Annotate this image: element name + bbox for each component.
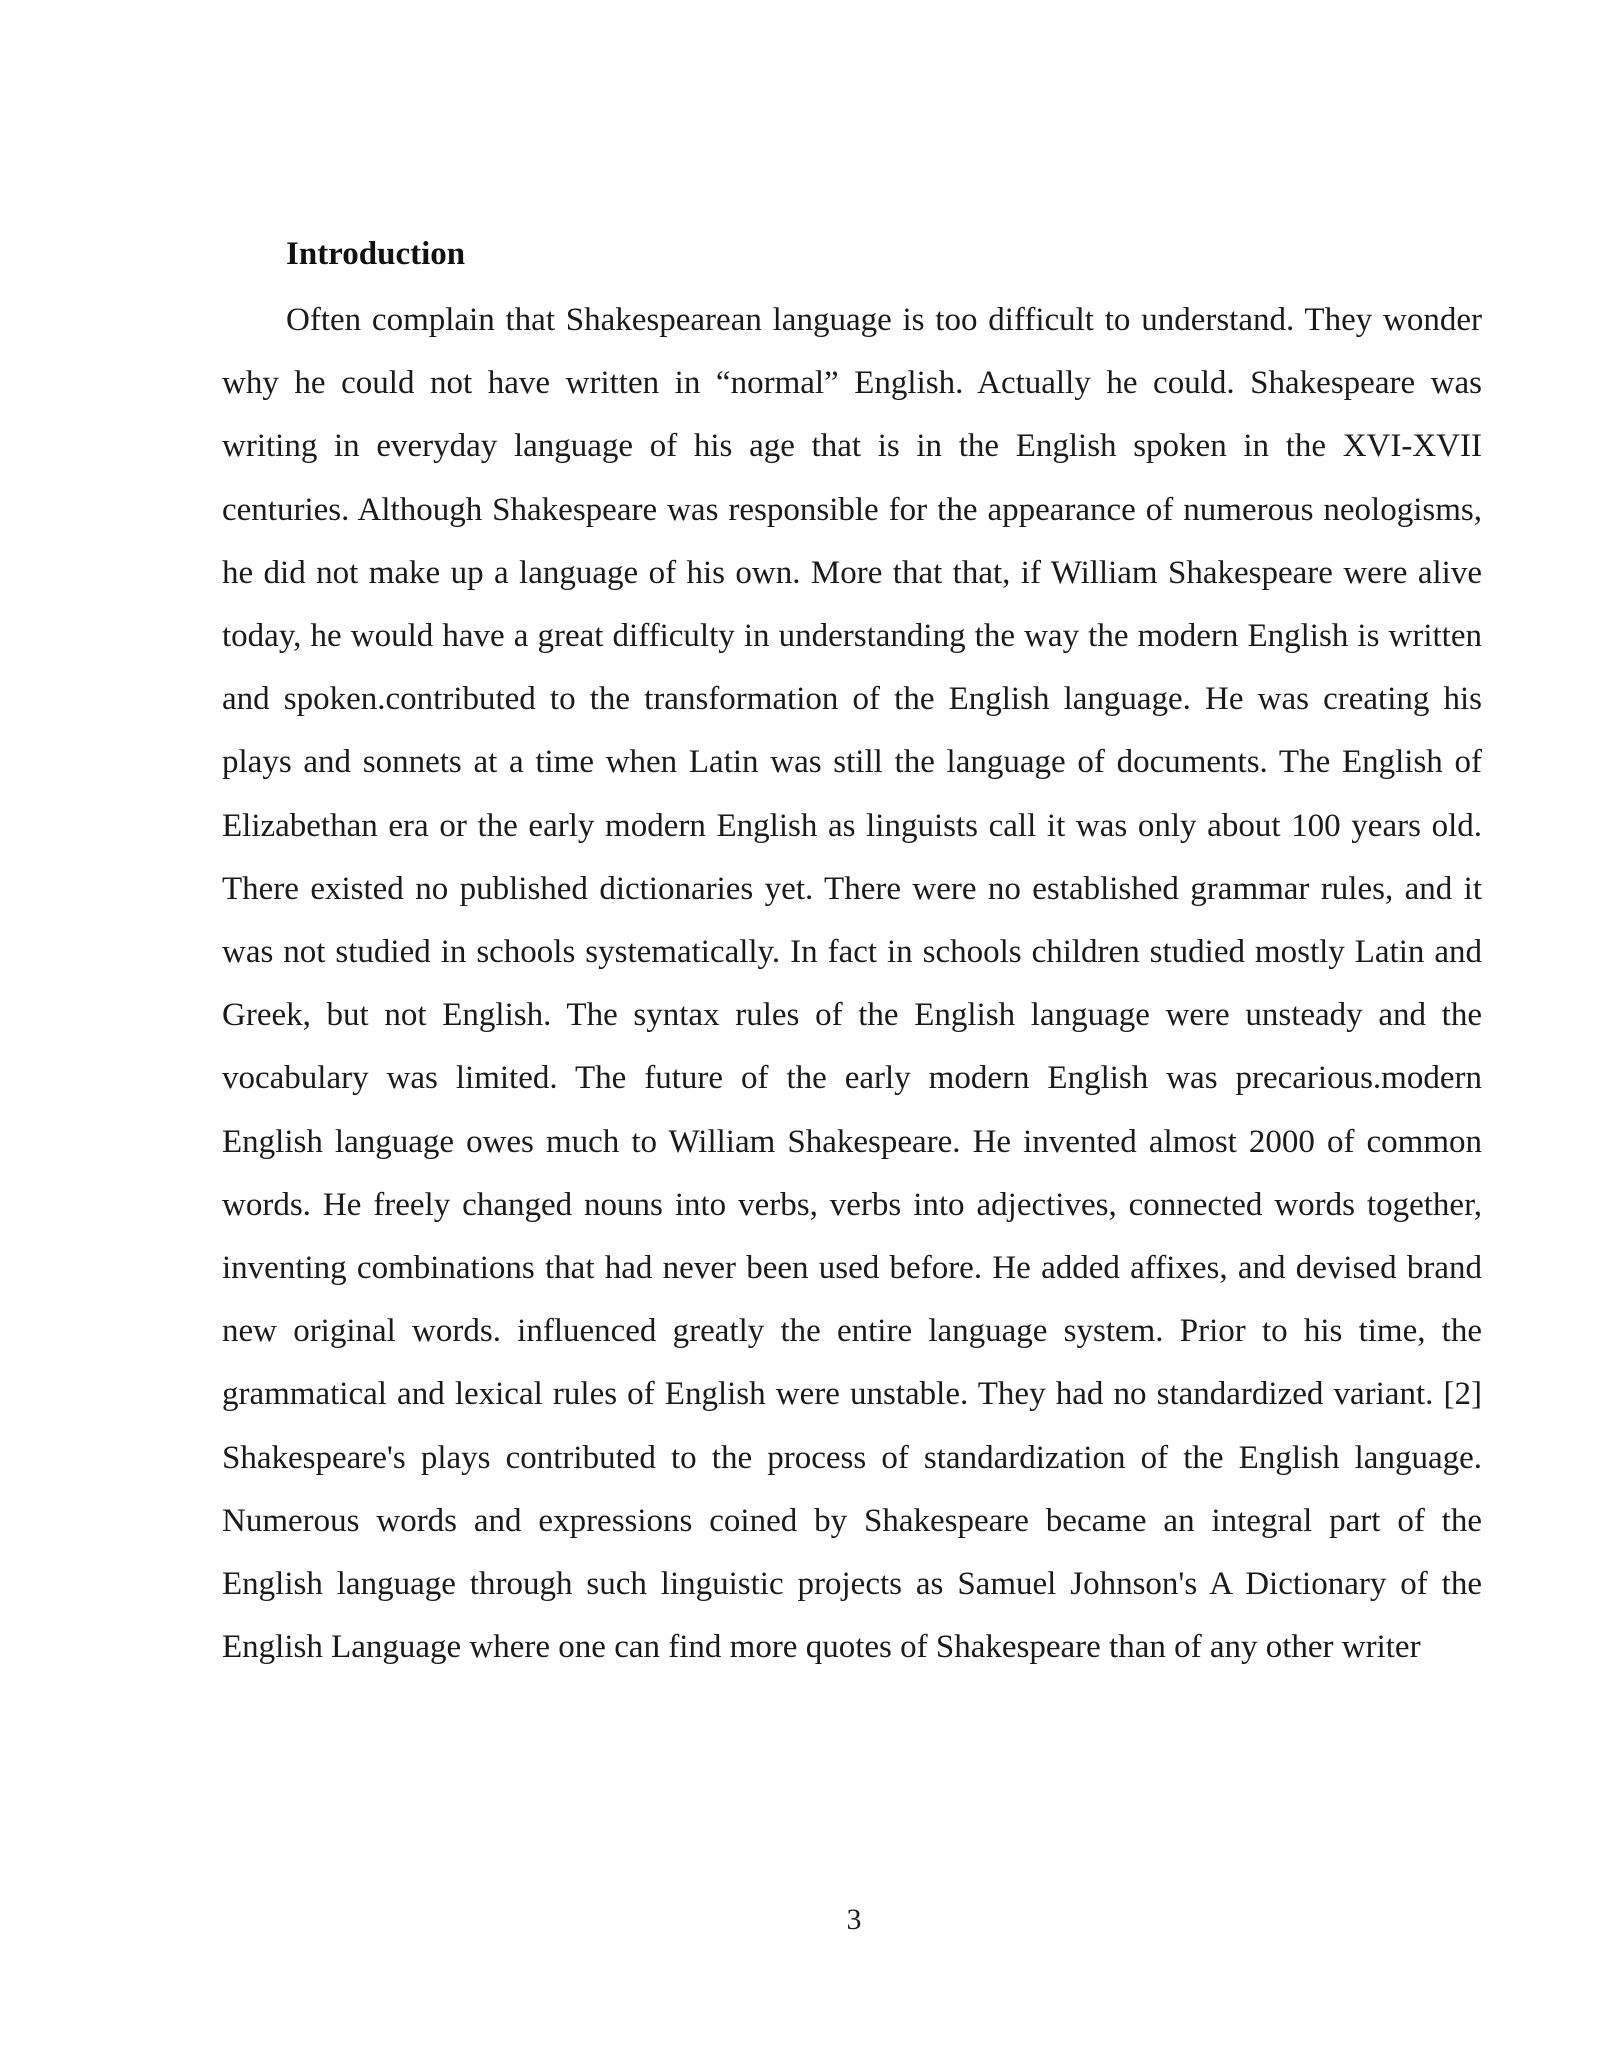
body-paragraph: Often complain that Shakespearean language is too difficult to understand. They wonder why he could not have written in “normal” English. Actually he could. Shakespeare was writing in everyday language of his age that is in the English spoken in the XVI-XVII centuries. Although Shakespeare was responsible for the appearance of numerous neologisms, he did not make up a language of his own. More that that, if William Shakespeare were alive today, he would have a great difficulty in understanding the way the modern English is written and spoken.contributed to the transformation of the English language. He was creating his plays and sonnets at a time when Latin was still the language of documents. The English of Elizabethan era or the early modern English as linguists call it was only about 100 years old. There existed no published dictionaries yet. There were no established grammar rules, and it was not studied in schools systematically. In fact in schools children studied mostly Latin and Greek, but not English. The syntax rules of the English language were unsteady and the vocabulary was limited. The future of the early modern English was precarious.modern English language owes much to William Shakespeare. He invented almost 2000 of common words. He freely changed nouns into verbs, verbs into adjectives, connected words together, inventing combinations that had never been used before. He added affixes, and devised brand new original words. influenced greatly the entire language system. Prior to his time, the grammatical and lexical rules of English were unstable. They had no standardized variant. [2] Shakespeare's plays contributed to the process of standardization of the English language. Numerous words and expressions coined by Shakespeare became an integral part of the English language through such linguistic projects as Samuel Johnson's A Dictionary of the English Language where one can find more quotes of Shakespeare than of any other writer: [222, 302, 1482, 1666]
page-content: [222, 226, 1482, 1679]
page-number: 3: [846, 1903, 862, 1936]
section-heading: Introduction: [286, 236, 466, 272]
